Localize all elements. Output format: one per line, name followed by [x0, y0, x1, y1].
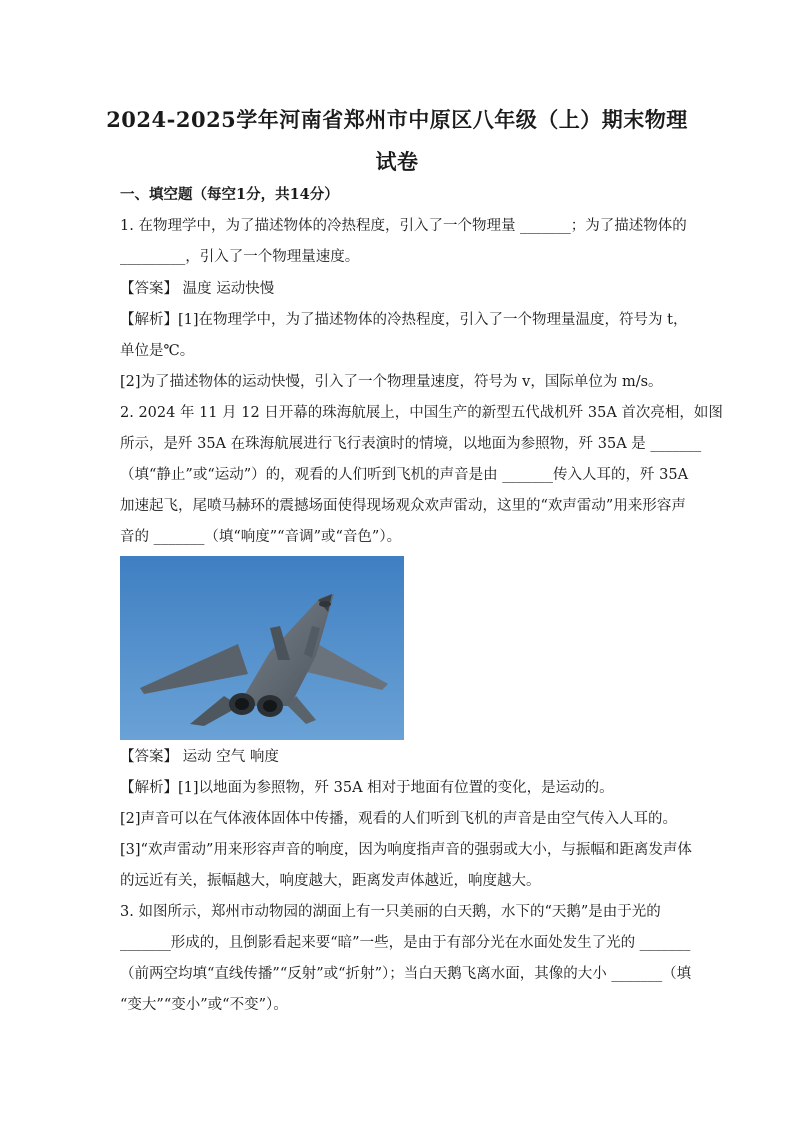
q2-text-line5: 音的 _______（填“响度”“音调”或“音色”）。 — [120, 529, 402, 545]
q2-text-line2: 所示，是歼 35A 在珠海航展进行飞行表演时的情境，以地面为参照物，歼 35A 是 _______ — [120, 436, 702, 452]
fighter-jet-photo — [120, 556, 404, 740]
q1-text-line2: _________，引入了一个物理量速度。 — [120, 249, 360, 265]
q1-analysis-line3: [2]为了描述物体的运动快慢，引入了一个物理量速度，符号为 v，国际单位为 m/s。 — [120, 374, 663, 390]
q1-analysis-line2: 单位是℃。 — [120, 343, 195, 359]
document-title-line2: 试卷 — [375, 149, 419, 174]
q3-text-line3: （前两空均填“直线传播”“反射”或“折射”）；当白天鹅飞离水面，其像的大小 _______（填 — [120, 966, 692, 982]
q2-text-line3: （填“静止”或“运动”）的，观看的人们听到飞机的声音是由 _______传入人耳的，歼 35A — [120, 467, 689, 483]
q2-analysis-line1: 【解析】[1]以地面为参照物，歼 35A 相对于地面有位置的变化，是运动的。 — [120, 780, 614, 796]
document-title-line1: 2024-2025学年河南省郑州市中原区八年级（上）期末物理 — [106, 107, 688, 132]
q3-text-line2: _______形成的，且倒影看起来要“暗”一些，是由于有部分光在水面处发生了光的 _______ — [120, 935, 691, 951]
section-heading: 一、填空题（每空1分，共14分） — [120, 186, 339, 203]
q2-text-line1: 2. 2024 年 11 月 12 日开幕的珠海航展上，中国生产的新型五代战机歼 35A 首次亮相，如图 — [120, 405, 723, 421]
q1-answer: 【答案】 温度 运动快慢 — [120, 281, 275, 297]
q3-text-line4: “变大”“变小”或“不变”）。 — [120, 997, 288, 1013]
q2-analysis-line3: [3]“欢声雷动”用来形容声音的响度，因为响度指声音的强弱或大小，与振幅和距离发声体 — [120, 842, 692, 858]
q2-answer: 【答案】 运动 空气 响度 — [120, 749, 279, 765]
q3-text-line1: 3. 如图所示，郑州市动物园的湖面上有一只美丽的白天鹅，水下的“天鹅”是由于光的 — [120, 904, 661, 920]
q1-text-line1: 1. 在物理学中，为了描述物体的冷热程度，引入了一个物理量 _______；为了描述物体的 — [120, 218, 687, 234]
q2-text-line4: 加速起飞，尾喷马赫环的震撼场面使得现场观众欢声雷动，这里的“欢声雷动”用来形容声 — [120, 498, 686, 514]
q2-analysis-line4: 的远近有关，振幅越大，响度越大，距离发声体越近，响度越大。 — [120, 873, 541, 889]
q1-analysis-line1: 【解析】[1]在物理学中，为了描述物体的冷热程度，引入了一个物理量温度，符号为 t， — [120, 312, 688, 328]
q2-analysis-line2: [2]声音可以在气体液体固体中传播，观看的人们听到飞机的声音是由空气传入人耳的。 — [120, 811, 678, 827]
